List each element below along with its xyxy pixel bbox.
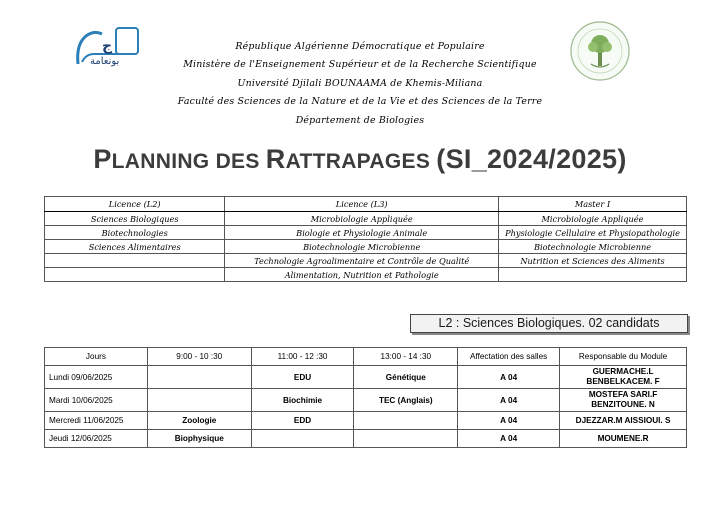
schedule-table: [44, 347, 687, 448]
schedule-header-days: Jours: [45, 348, 148, 366]
schedule-header-slot2: 11:00 - 12 :30: [251, 348, 354, 366]
schedule-header-responsible: Responsable du Module: [560, 348, 687, 366]
schedule-header-room: Affectation des salles: [458, 348, 560, 366]
header-line-department: Département de Biologies: [295, 114, 425, 126]
header-line-ministry: Ministère de l'Enseignement Supérieur et de la Recherche Scientifique: [183, 59, 537, 71]
header-line-faculty: Faculté des Sciences de la Nature et de la Vie et des Sciences de la Terre: [177, 96, 543, 108]
page-title: PLANNING DES RATTRAPAGES (SI_2024/2025): [93, 144, 627, 174]
university-logo: [72, 24, 144, 68]
svg-text:ج: ج: [102, 38, 113, 54]
levels-table: [44, 196, 687, 282]
table-row: Lundi 09/06/2025 EDU Génétique A 04 GUERMACHE.L BENBELKACEM. F: [45, 366, 687, 389]
header-line-republic: République Algérienne Démocratique et Populaire: [235, 41, 485, 52]
schedule-header-slot1: 9:00 - 10 :30: [147, 348, 251, 366]
table-row: Biotechnologies Biologie et Physiologie Animale Physiologie Cellulaire et Physiopathologie: [45, 226, 687, 240]
table-row: Sciences Biologiques Microbiologie Appliquée Microbiologie Appliquée: [45, 212, 687, 226]
table-row: Alimentation, Nutrition et Pathologie: [45, 268, 687, 282]
svg-text:ﺑﻮﻧﻌﺎﻣﺔ: ﺑﻮﻧﻌﺎﻣﺔ: [90, 56, 120, 67]
table-row: Mardi 10/06/2025 Biochimie TEC (Anglais) A 04 MOSTEFA SARI.F BENZITOUNE. N: [45, 389, 687, 412]
program-banner: L2 : Sciences Biologiques. 02 candidats: [410, 314, 688, 333]
levels-header-l3: Licence (L3): [225, 197, 499, 212]
levels-header-l2: Licence (L2): [45, 197, 225, 212]
table-row: Technologie Agroalimentaire et Contrôle de Qualité Nutrition et Sciences des Aliments: [45, 254, 687, 268]
table-row: Sciences Alimentaires Biotechnologie Microbienne Biotechnologie Microbienne: [45, 240, 687, 254]
table-row: Jeudi 12/06/2025 Biophysique A 04 MOUMENE.R: [45, 430, 687, 448]
faculty-logo: [569, 20, 631, 82]
levels-header-m1: Master I: [499, 197, 687, 212]
institution-header: [150, 38, 570, 130]
header-line-university: Université Djilali BOUNAAMA de Khemis-Miliana: [237, 77, 483, 89]
schedule-header-slot3: 13:00 - 14 :30: [354, 348, 458, 366]
table-row: Mercredi 11/06/2025 Zoologie EDD A 04 DJEZZAR.M AISSIOUI. S: [45, 412, 687, 430]
